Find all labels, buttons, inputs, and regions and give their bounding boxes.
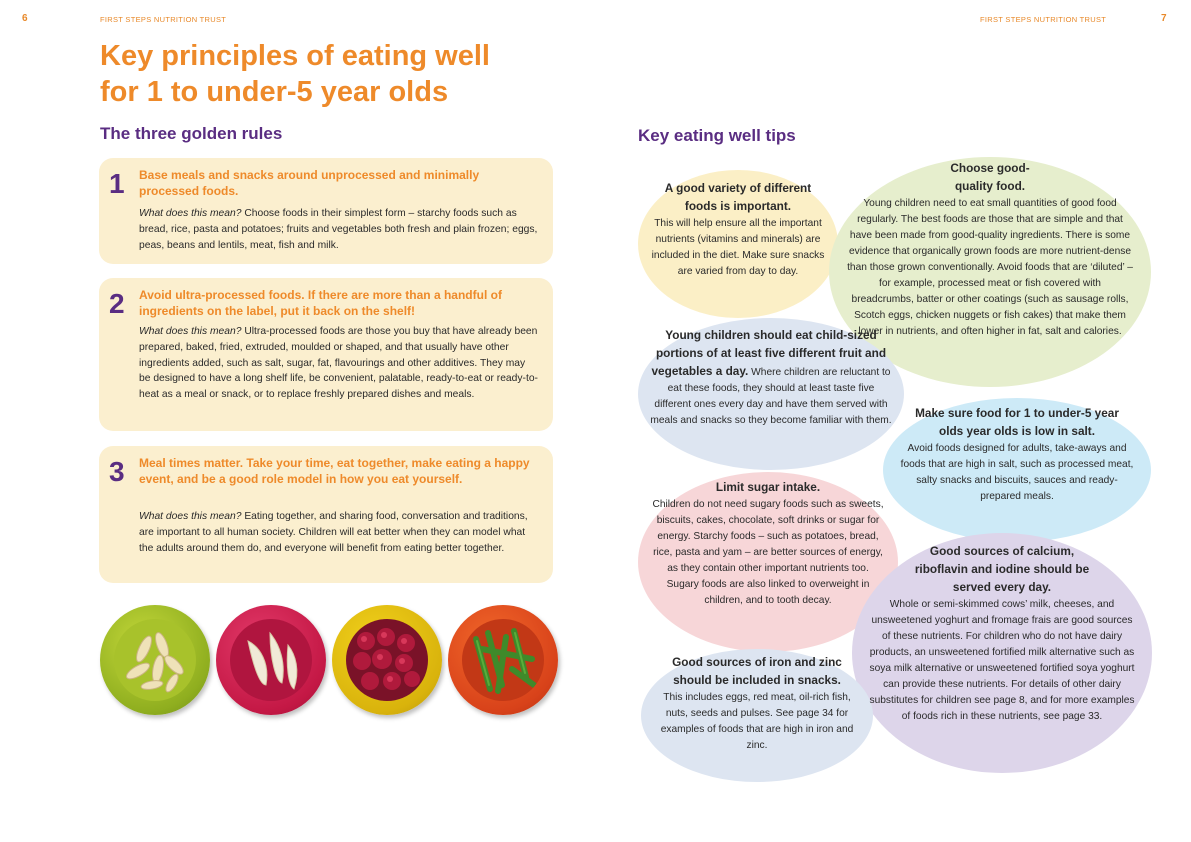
green-beans-icon (462, 619, 544, 701)
rule-card-3 (99, 446, 553, 583)
pear-slices-icon (230, 619, 312, 701)
page-title-line-2: for 1 to under-5 year olds (100, 76, 449, 108)
tip-salt (893, 405, 1141, 505)
tip-sugar-heading: Limit sugar intake. (715, 480, 821, 494)
rule-number: 1 (109, 168, 125, 199)
rule-card-1 (99, 158, 553, 264)
raspberries-icon (346, 619, 428, 701)
bowl-green-beans-image (448, 605, 558, 715)
rule-lead: What does this mean? (139, 326, 242, 337)
tip-iron-body: This includes eggs, red meat, oil-rich fish, nuts, seeds and pulses. See page 34 for examples of foods that are high in iron and zinc. (660, 692, 854, 751)
tip-variety (648, 180, 828, 280)
right-page-number: 7 (1161, 13, 1167, 24)
bowl-contents (346, 619, 428, 701)
tip-salt-heading: Make sure food for 1 to under-5 year olds year olds is low in salt. (915, 406, 1119, 438)
bowl-pears-image (216, 605, 326, 715)
tip-portions-heading: Young children should eat child-sized portions of at least five different fruit and vegetables a day. (651, 328, 887, 378)
page-title (100, 38, 580, 110)
tip-quality-heading: Choose good-quality food. (950, 161, 1030, 193)
rule-heading: Base meals and snacks around unprocessed and minimally processed foods. (139, 168, 480, 198)
bowl-contents (230, 619, 312, 701)
tip-iron (652, 654, 862, 754)
rule-text: Choose foods in their simplest form – starchy foods such as bread, rice, pasta and potatoes; fruits and vegetables both fresh and plain frozen; eggs, peas, beans and lentils, meat, fish and milk. (139, 208, 538, 251)
tip-quality-body: Young children need to eat small quantities of good food regularly. The best foods are those that are simple and that have been made from good-quality ingredients. There is some evidence that organically grown foods are more nutrient-dense than those grown conventionally. Avoid foods that are ‘diluted’ – for example, processed meat or fish covered with breadcrumbs, batter or other coatings (such as sausage rolls, Scotch eggs, chicken nuggets or fish cakes) that make them lower in nutrients, and often higher in fat, salt and calories. (847, 198, 1133, 337)
tip-calcium-body: Whole or semi-skimmed cows’ milk, cheeses, and unsweetened yoghurt and fromage frais are good sources of these nutrients. For children who do not have dairy products, an unsweetened fortified milk alternative such as soya milk alternative or unsweetened fortified soya yoghurt can provide these nutrients. For details of other dairy substitutes for children see page 8, and for more examples of foods rich in these nutrients, see page 33. (869, 599, 1135, 722)
rule-description (139, 509, 539, 556)
rule-text: Ultra-processed foods are those you buy that have already been prepared, baked, fried, extruded, moulded or shaped, and that usually have other ingredients added, such as salt, sugar, fat, flavourings and other additives. They may be designed to have a long shelf life, be convenient, palatable, ready-to-eat or ready-to-heat as a meal or snack, or to replace freshly prepared dishes and meals. (139, 326, 538, 401)
rule-number: 3 (109, 456, 125, 487)
rule-number: 2 (109, 288, 125, 319)
page-title-line-1: Key principles of eating well (100, 40, 490, 72)
rule-card-2 (99, 278, 553, 431)
tip-sugar-body: Children do not need sugary foods such as sweets, biscuits, cakes, chocolate, soft drinks or sugar for energy. Starchy foods – such as potatoes, bread, rice, pasta and yam – are better sources of energy, as they contain other important nutrients too. Sugary foods are also linked to overweight in children, and to tooth decay. (652, 499, 884, 606)
nuts-icon (114, 619, 196, 701)
rule-description (139, 206, 539, 253)
left-page-number: 6 (22, 13, 28, 24)
rule-heading: Avoid ultra-processed foods. If there are more than a handful of ingredients on the label, put it back on the shelf! (139, 288, 502, 318)
rule-description (139, 324, 539, 403)
tip-calcium (866, 543, 1138, 725)
tip-salt-body: Avoid foods designed for adults, take-aways and foods that are high in salt, such as processed meat, salty snacks and biscuits, sauces and ready-prepared meals. (900, 443, 1134, 502)
left-running-title: FIRST STEPS NUTRITION TRUST (100, 15, 227, 24)
tip-quality (843, 160, 1137, 340)
tip-sugar (648, 479, 888, 609)
right-running-title: FIRST STEPS NUTRITION TRUST (980, 15, 1107, 24)
tip-variety-body: This will help ensure all the important nutrients (vitamins and minerals) are included in the diet. Make sure snacks are varied from day to day. (651, 218, 825, 277)
tip-variety-heading: A good variety of different foods is important. (664, 181, 812, 213)
bowl-nuts-image (100, 605, 210, 715)
rule-text: Eating together, and sharing food, conversation and traditions, are important to all human society. Children will eat better when they can model what the adults around them do, and everyone will benefit from eating better together. (139, 511, 528, 554)
tip-portions (648, 327, 894, 429)
bowl-contents (114, 619, 196, 701)
golden-rules-heading: The three golden rules (100, 124, 283, 143)
tip-iron-heading: Good sources of iron and zinc should be included in snacks. (672, 655, 842, 687)
rule-heading: Meal times matter. Take your time, eat together, make eating a happy event, and be a good role model in how you eat yourself. (139, 456, 530, 486)
tip-calcium-heading: Good sources of calcium, riboflavin and iodine should be served every day. (914, 544, 1090, 594)
rule-lead: What does this mean? (139, 208, 242, 219)
rule-lead: What does this mean? (139, 511, 242, 522)
eating-tips-heading: Key eating well tips (638, 126, 796, 145)
tip-portions-body: Where children are reluctant to eat these foods, they should at least taste five different ones every day and have them served with meals and snacks so they become familiar with them. (650, 367, 892, 426)
bowl-contents (462, 619, 544, 701)
bowl-raspberries-image (332, 605, 442, 715)
